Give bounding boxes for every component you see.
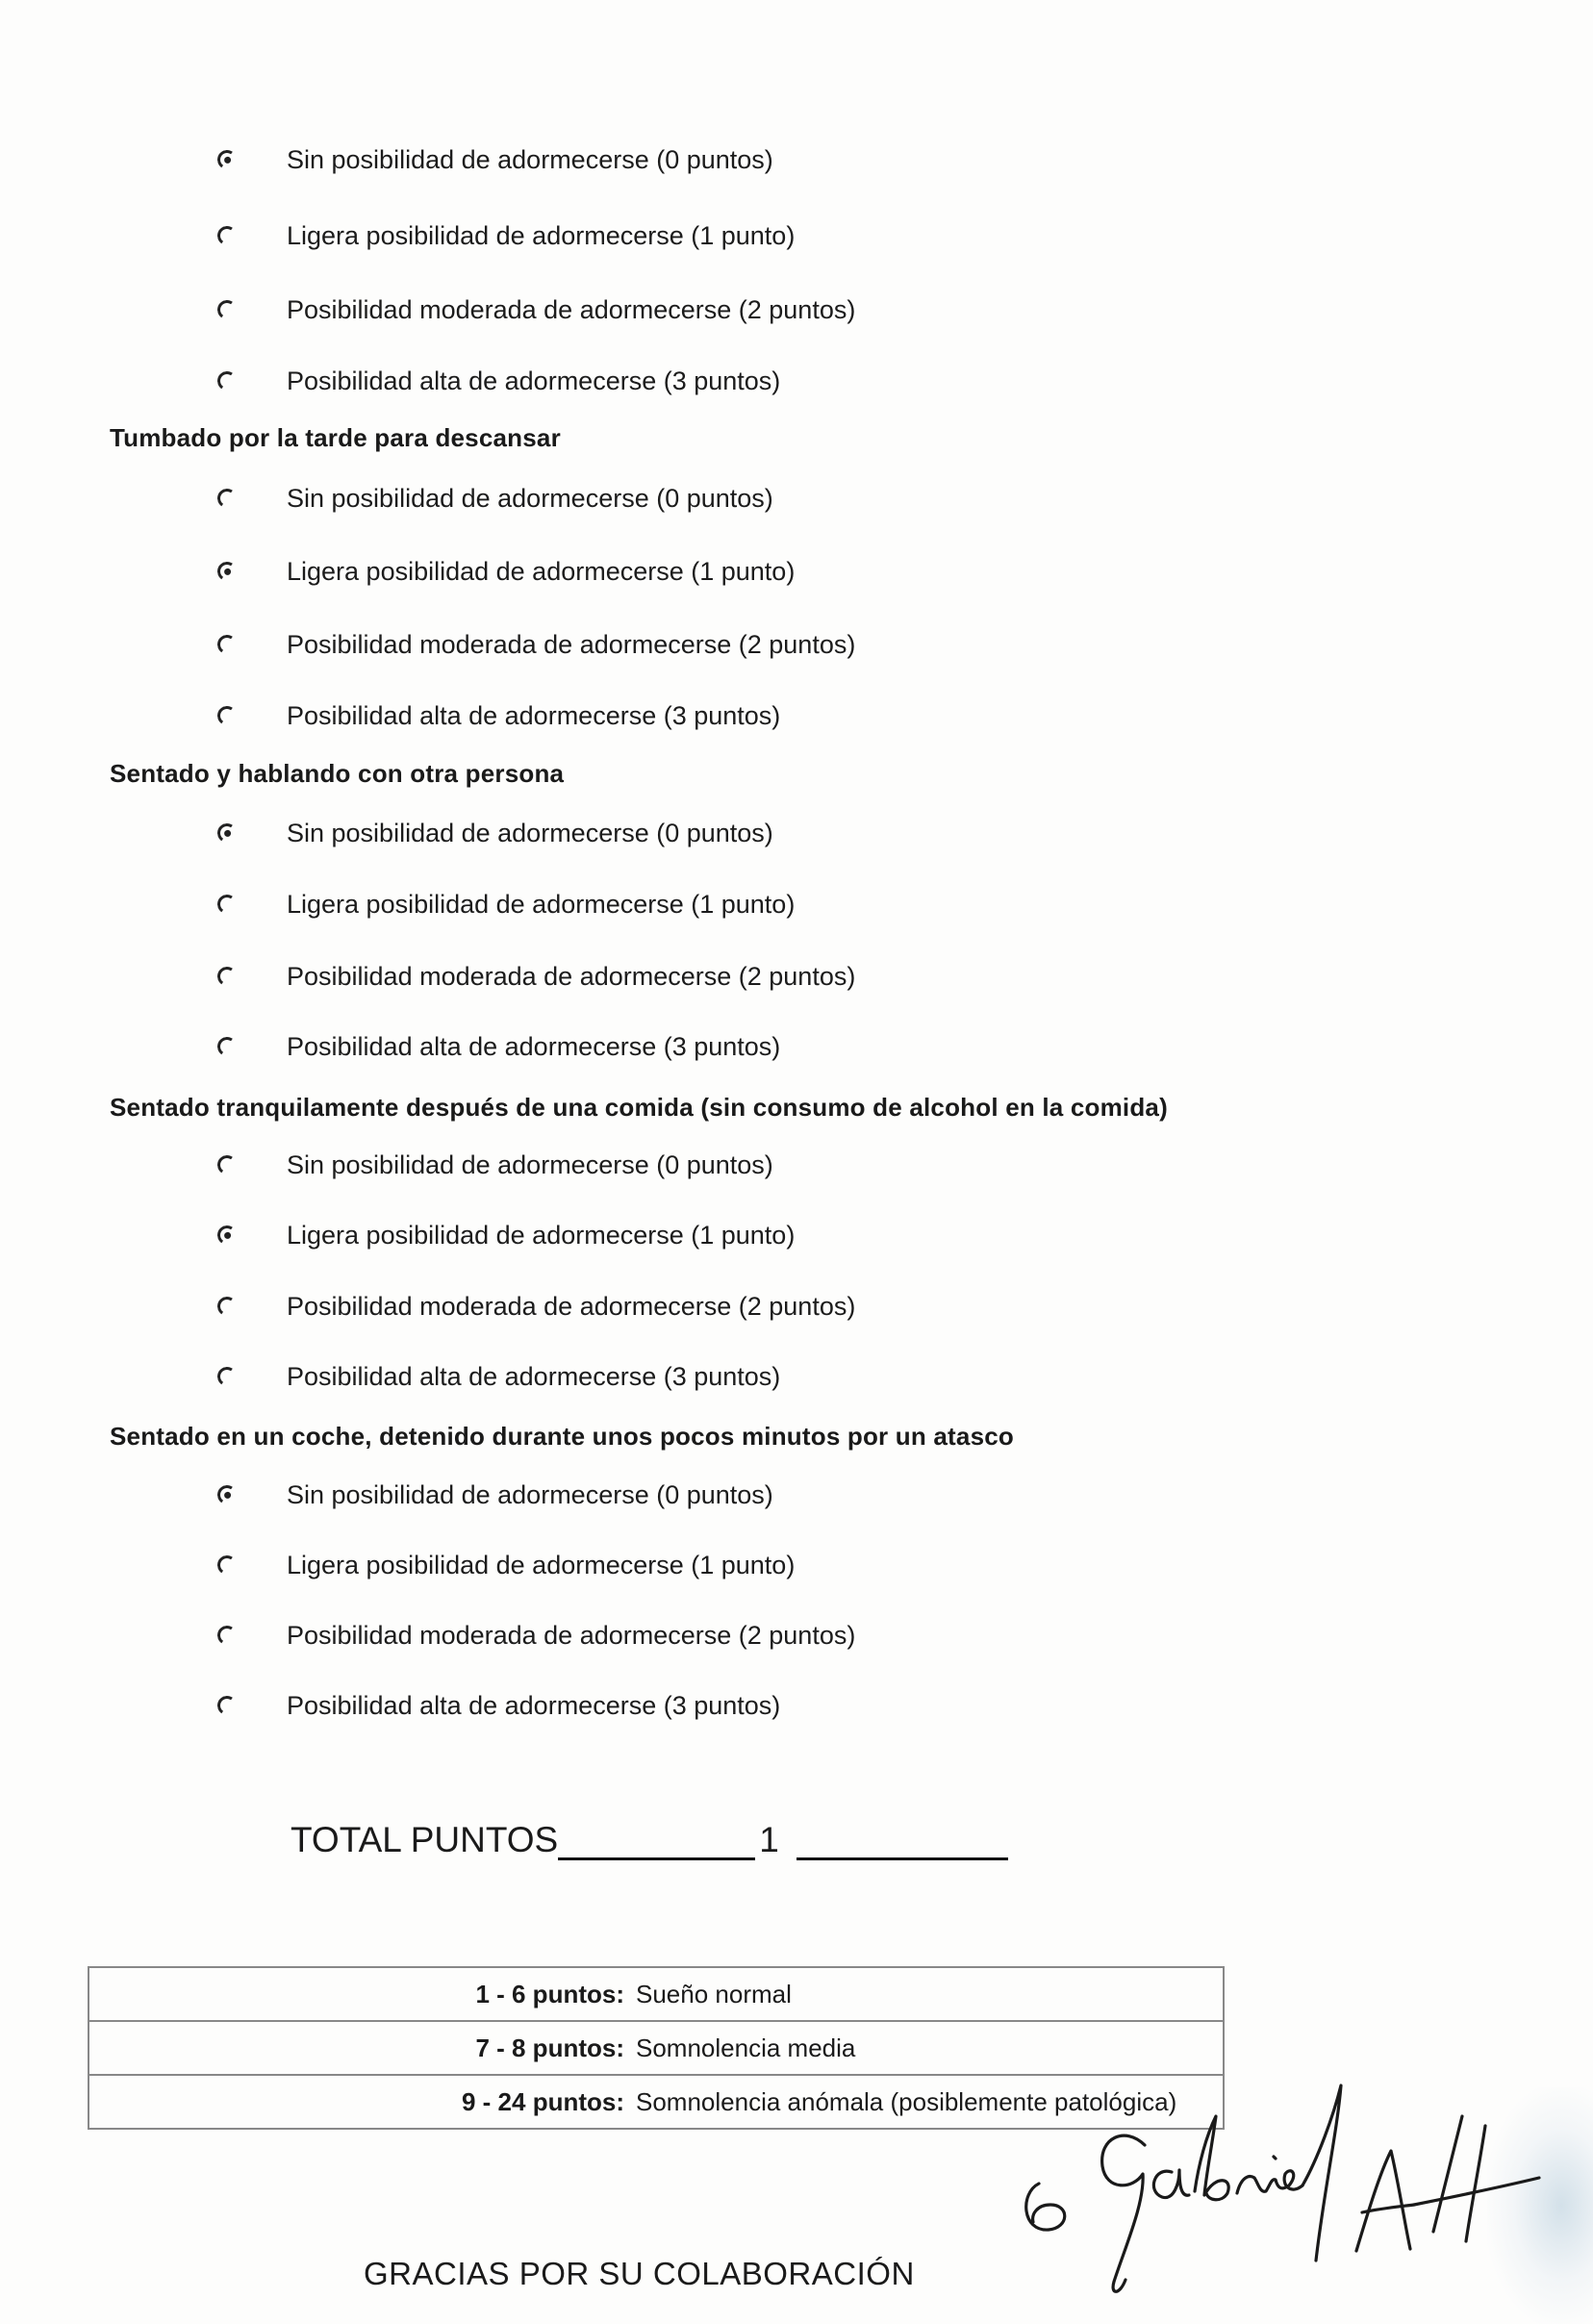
radio-unchecked-icon[interactable] [215, 633, 238, 655]
q0-option-2[interactable] [217, 290, 855, 329]
question-title: Sentado y hablando con otra persona [110, 759, 565, 788]
total-points [291, 1820, 1008, 1860]
q3-option-3[interactable] [217, 1357, 780, 1396]
q3-option-2[interactable] [217, 1287, 855, 1326]
score-description: Somnolencia media [636, 2033, 856, 2062]
question-title: Sentado tranquilamente después de una comida (sin consumo de alcohol en la comida) [110, 1093, 1168, 1122]
option-label: Ligera posibilidad de adormecerse (1 punto) [287, 1220, 796, 1250]
q1-option-3[interactable] [217, 696, 780, 735]
radio-unchecked-icon[interactable] [215, 965, 238, 987]
radio-checked-icon[interactable] [215, 1483, 238, 1505]
option-label: Sin posibilidad de adormecerse (0 puntos) [287, 818, 773, 847]
thanks-text: GRACIAS POR SU COLABORACIÓN [364, 2256, 915, 2291]
radio-unchecked-icon[interactable] [215, 487, 238, 509]
q4-option-0[interactable] [217, 1476, 773, 1514]
option-label: Ligera posibilidad de adormecerse (1 punto) [287, 1550, 796, 1579]
radio-checked-icon[interactable] [215, 1224, 238, 1246]
q2-option-0[interactable] [217, 814, 773, 852]
radio-checked-icon[interactable] [215, 560, 238, 582]
score-description: Sueño normal [636, 1979, 792, 2008]
option-label: Sin posibilidad de adormecerse (0 puntos) [287, 144, 773, 174]
total-label: TOTAL PUNTOS [291, 1820, 559, 1859]
option-label: Posibilidad alta de adormecerse (3 puntos) [287, 1690, 781, 1720]
radio-checked-icon[interactable] [215, 148, 238, 170]
radio-unchecked-icon[interactable] [215, 1694, 238, 1716]
option-label: Posibilidad moderada de adormecerse (2 puntos) [287, 294, 856, 324]
radio-unchecked-icon[interactable] [215, 224, 238, 246]
option-label: Ligera posibilidad de adormecerse (1 punto) [287, 220, 796, 250]
table-row [89, 1966, 1223, 2020]
option-label: Ligera posibilidad de adormecerse (1 punto) [287, 889, 796, 919]
q4-option-3[interactable] [217, 1686, 780, 1725]
radio-unchecked-icon[interactable] [215, 1035, 238, 1057]
total-value[interactable]: 1 [759, 1820, 779, 1859]
radio-unchecked-icon[interactable] [215, 1554, 238, 1576]
option-label: Posibilidad moderada de adormecerse (2 puntos) [287, 1291, 856, 1321]
q4-option-1[interactable] [217, 1546, 795, 1584]
option-label: Sin posibilidad de adormecerse (0 puntos) [287, 1479, 773, 1509]
q0-option-1[interactable] [217, 216, 795, 255]
radio-unchecked-icon[interactable] [215, 1153, 238, 1175]
option-label: Posibilidad moderada de adormecerse (2 puntos) [287, 629, 856, 659]
option-label: Posibilidad moderada de adormecerse (2 puntos) [287, 1620, 856, 1650]
q1-option-0[interactable] [217, 479, 773, 518]
radio-unchecked-icon[interactable] [215, 1624, 238, 1646]
option-label: Sin posibilidad de adormecerse (0 puntos) [287, 483, 773, 513]
total-underline [558, 1825, 755, 1860]
q3-option-1[interactable] [217, 1216, 795, 1254]
signature [1010, 2078, 1549, 2309]
q4-option-2[interactable] [217, 1616, 855, 1655]
score-range: 7 - 8 puntos: [475, 2033, 624, 2062]
q1-option-1[interactable] [217, 552, 795, 591]
option-label: Posibilidad alta de adormecerse (3 puntos) [287, 1361, 781, 1391]
q3-option-0[interactable] [217, 1146, 773, 1184]
score-range: 9 - 24 puntos: [461, 2086, 624, 2116]
question-title: Tumbado por la tarde para descansar [110, 423, 561, 452]
score-range: 1 - 6 puntos: [475, 1979, 624, 2008]
option-label: Posibilidad alta de adormecerse (3 puntos) [287, 366, 781, 395]
radio-unchecked-icon[interactable] [215, 893, 238, 915]
score-description: Somnolencia anómala (posiblemente patológica) [636, 2086, 1177, 2116]
option-label: Sin posibilidad de adormecerse (0 puntos) [287, 1149, 773, 1179]
q0-option-3[interactable] [217, 362, 780, 400]
q0-option-0[interactable] [217, 140, 773, 179]
radio-checked-icon[interactable] [215, 821, 238, 844]
option-label: Posibilidad alta de adormecerse (3 puntos) [287, 1031, 781, 1061]
total-underline [796, 1825, 1008, 1860]
radio-unchecked-icon[interactable] [215, 1295, 238, 1317]
option-label: Posibilidad moderada de adormecerse (2 puntos) [287, 961, 856, 991]
radio-unchecked-icon[interactable] [215, 1365, 238, 1387]
q2-option-2[interactable] [217, 957, 855, 996]
table-row [89, 2020, 1223, 2074]
radio-unchecked-icon[interactable] [215, 704, 238, 726]
q1-option-2[interactable] [217, 625, 855, 664]
radio-unchecked-icon[interactable] [215, 298, 238, 320]
q2-option-3[interactable] [217, 1027, 780, 1066]
option-label: Posibilidad alta de adormecerse (3 puntos) [287, 700, 781, 730]
question-title: Sentado en un coche, detenido durante unos pocos minutos por un atasco [110, 1422, 1014, 1451]
q2-option-1[interactable] [217, 885, 795, 923]
option-label: Ligera posibilidad de adormecerse (1 punto) [287, 556, 796, 586]
radio-unchecked-icon[interactable] [215, 369, 238, 392]
